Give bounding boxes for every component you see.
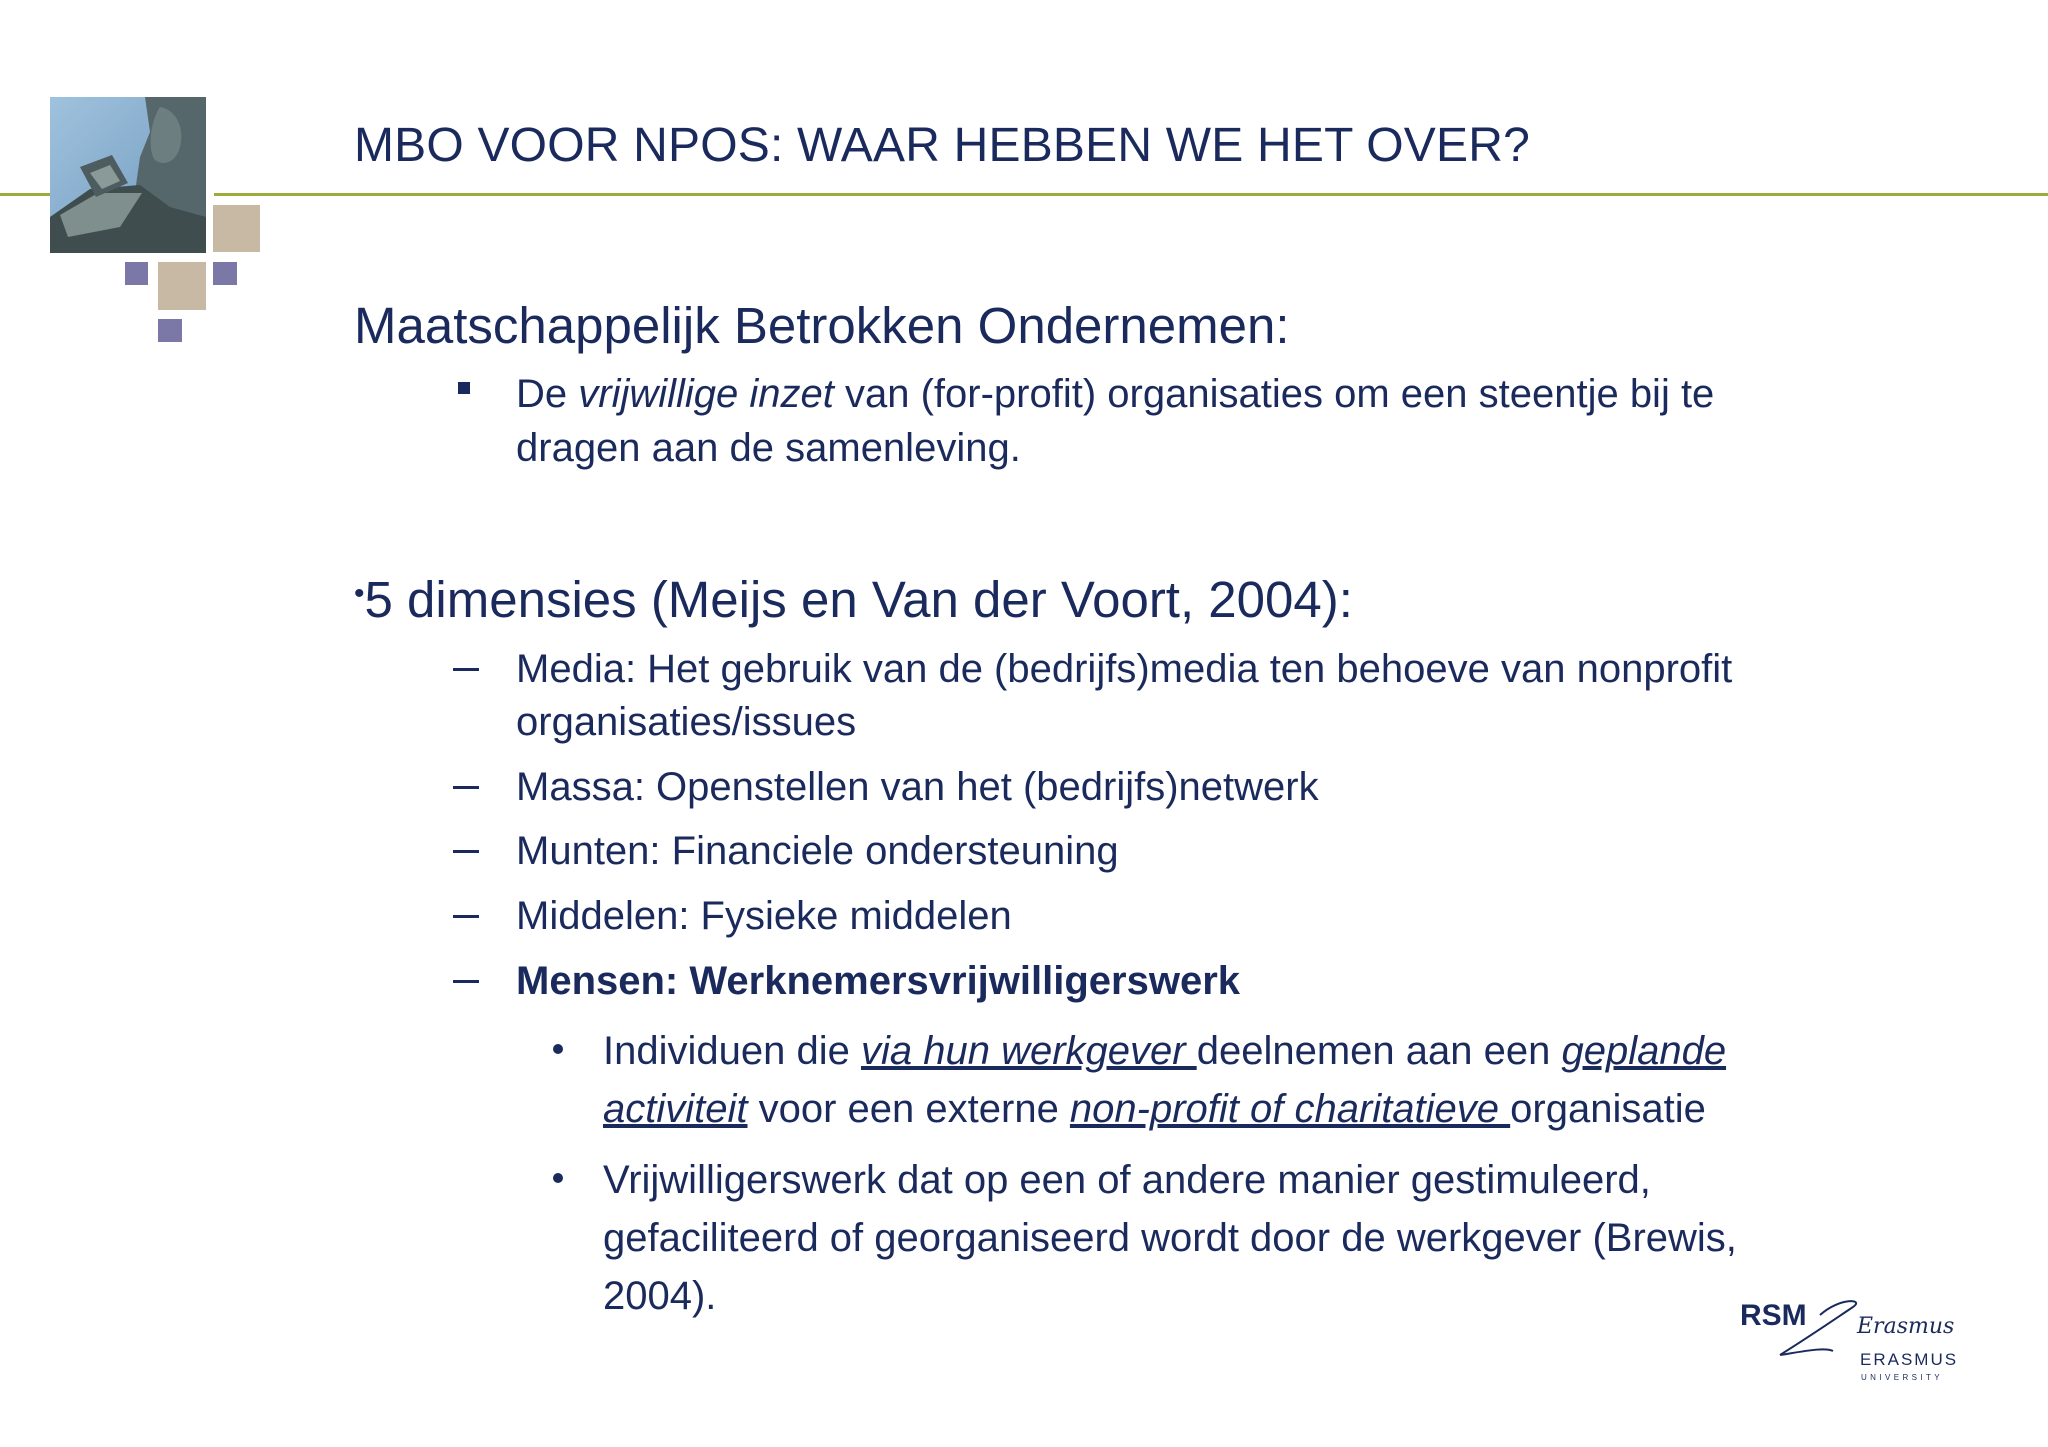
- dash-bullet-icon: [453, 980, 479, 983]
- round-bullet-icon: [553, 1044, 563, 1054]
- subitem-volunteering-line2: gefaciliteerd of georganiseerd wordt door de werkgever (Brewis,: [603, 1216, 1737, 1260]
- subitem-volunteering: Vrijwilligerswerk dat op een of andere manier gestimuleerd,: [603, 1158, 1651, 1202]
- dimensions-heading: •5 dimensies (Meijs en Van der Voort, 2004):: [354, 571, 1353, 628]
- deco-square-tan-right: [213, 205, 260, 252]
- dimension-item-munten: Munten: Financiele ondersteuning: [516, 829, 1119, 873]
- dimension-item-mensen: Mensen: Werknemersvrijwilligerswerk: [516, 959, 1241, 1003]
- logo-university-text: UNIVERSITY: [1861, 1373, 1944, 1382]
- header-rule: [0, 193, 2048, 196]
- logo-rsm-text: RSM: [1740, 1299, 1807, 1332]
- rsm-erasmus-logo: [1735, 1285, 1975, 1385]
- logo-script: Erasmus: [1857, 1314, 1955, 1339]
- dimension-item-middelen: Middelen: Fysieke middelen: [516, 894, 1012, 938]
- mbo-definition: De vrijwillige inzet van (for-profit) organisaties om een steentje bij te: [516, 372, 1715, 416]
- subitem-individuals-line2: activiteit voor een externe non-profit of charitatieve organisatie: [603, 1087, 1706, 1131]
- dash-bullet-icon: [453, 915, 479, 918]
- statue-image: [50, 97, 206, 253]
- subitem-volunteering-line3: 2004).: [603, 1274, 717, 1318]
- dash-bullet-icon: [453, 850, 479, 853]
- slide-title: MBO VOOR NPOS: WAAR HEBBEN WE HET OVER?: [354, 119, 1530, 172]
- deco-square-purple-bottom: [158, 319, 182, 342]
- dash-bullet-icon: [453, 668, 479, 671]
- subitem-individuals: Individuen die via hun werkgever deelnemen aan een geplande: [603, 1029, 1727, 1073]
- round-bullet-icon: [553, 1173, 563, 1183]
- mbo-heading: Maatschappelijk Betrokken Ondernemen:: [354, 297, 1290, 354]
- square-bullet-icon: [458, 382, 470, 394]
- dimension-item-massa: Massa: Openstellen van het (bedrijfs)netwerk: [516, 765, 1319, 809]
- deco-square-tan-center: [158, 262, 206, 310]
- statue-photo: [50, 97, 206, 253]
- logo-erasmus-text: ERASMUS: [1860, 1350, 1959, 1369]
- mbo-definition-line2: dragen aan de samenleving.: [516, 426, 1021, 470]
- deco-square-purple-right: [213, 262, 237, 285]
- bullet-dot-icon: •: [354, 577, 365, 610]
- dash-bullet-icon: [453, 786, 479, 789]
- deco-square-purple-left: [125, 262, 148, 285]
- dimension-item-media: Media: Het gebruik van de (bedrijfs)media ten behoeve van nonprofit: [516, 647, 1733, 691]
- dimension-item-media-line2: organisaties/issues: [516, 700, 857, 744]
